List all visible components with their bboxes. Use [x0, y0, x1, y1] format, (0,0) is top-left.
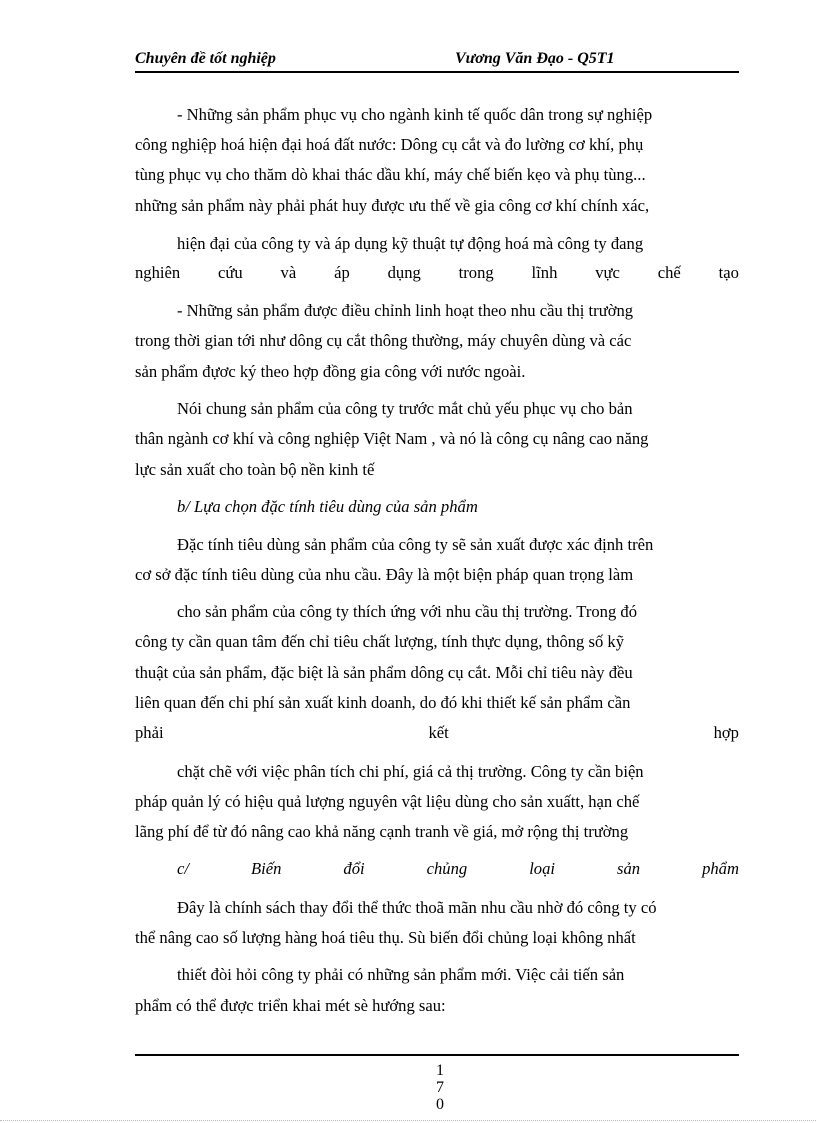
section-heading: b/ Lựa chọn đặc tính tiêu dùng của sản phẩm — [177, 497, 478, 516]
body-line: công nghiệp hoá hiện đại hoá đất nước: Dông cụ cắt và đo lường cơ khí, phụ — [135, 135, 644, 154]
section-heading — [135, 858, 739, 880]
body-line: Nói chung sản phẩm của công ty trước mắt chủ yếu phục vụ cho bản — [177, 399, 633, 418]
page-digit: 1 — [436, 1062, 444, 1079]
word: c/ — [177, 859, 189, 878]
body-line: những sản phẩm này phải phát huy được ưu thế về gia công cơ khí chính xác, — [135, 196, 650, 215]
body-line: thể nâng cao số lượng hàng hoá tiêu thụ. Sù biến đổi chủng loại không nhất — [135, 928, 636, 947]
body-line: - Những sản phẩm được điều chỉnh linh hoạt theo nhu cầu thị trường — [177, 301, 634, 320]
word: loại — [529, 859, 556, 878]
justified-line — [135, 262, 739, 284]
body-line: phẩm có thể được triển khai mét sè hướng sau: — [135, 996, 446, 1015]
word: Biến — [250, 859, 282, 878]
page-number — [430, 1062, 450, 1113]
word: lĩnh — [531, 263, 558, 282]
word: chủng — [426, 859, 468, 878]
footer-rule — [135, 1054, 739, 1056]
body-line: pháp quản lý có hiệu quả lượng nguyên vật liệu dùng cho sản xuấtt, hạn chế — [135, 792, 640, 811]
body-line: lực sản xuất cho toàn bộ nền kinh tế — [135, 460, 375, 479]
body-line: cơ sở đặc tính tiêu dùng của nhu cầu. Đây là một biện pháp quan trọng làm — [135, 565, 634, 584]
justified-line — [135, 722, 739, 744]
page-header — [135, 50, 739, 72]
body-line: lãng phí để từ đó nâng cao khả năng cạnh tranh về giá, mở rộng thị trường — [135, 822, 629, 841]
body-line: Đây là chính sách thay đổi thể thức thoã mãn nhu cầu nhờ đó công ty có — [177, 898, 657, 917]
word: trong — [458, 263, 494, 282]
word: đổi — [343, 859, 365, 878]
word: áp — [334, 263, 350, 282]
body-line: - Những sản phẩm phục vụ cho ngành kinh tế quốc dân trong sự nghiệp — [177, 105, 653, 124]
header-title: Chuyên đề tốt nghiệp — [135, 50, 276, 67]
word: và — [280, 263, 297, 282]
word: phẩm — [702, 859, 739, 878]
word: sản — [617, 859, 641, 878]
body-line: tùng phục vụ cho thăm dò khai thác dầu khí, máy chế biến kẹo và phụ tùng... — [135, 165, 646, 184]
word: phải — [135, 723, 164, 742]
body-line: thân ngành cơ khí và công nghiệp Việt Nam , và nó là công cụ nâng cao năng — [135, 429, 649, 448]
page-digit: 0 — [436, 1096, 444, 1113]
word: vực — [595, 263, 620, 282]
word: tạo — [718, 263, 739, 282]
page-digit: 7 — [436, 1079, 444, 1096]
header-author: Vương Văn Đạo - Q5T1 — [455, 50, 615, 67]
body-line: thuật của sản phẩm, đặc biệt là sản phẩm dông cụ cắt. Mỗi chỉ tiêu này đều — [135, 663, 633, 682]
body-line: Đặc tính tiêu dùng sản phẩm của công ty sẽ sản xuất được xác định trên — [177, 535, 654, 554]
word: cứu — [218, 263, 243, 282]
body-line: trong thời gian tới như dông cụ cắt thông thường, máy chuyên dùng và các — [135, 331, 632, 350]
body-line: sản phẩm đựơc ký theo hợp đồng gia công với nước ngoài. — [135, 362, 526, 381]
body-line: chặt chẽ với việc phân tích chi phí, giá cả thị trường. Công ty cần biện — [177, 762, 644, 781]
body-line: hiện đại của công ty và áp dụng kỹ thuật tự động hoá mà công ty đang — [177, 234, 644, 253]
body-line: liên quan đến chi phí sản xuất kinh doanh, do đó khi thiết kế sản phẩm cần — [135, 693, 631, 712]
word: hợp — [713, 723, 739, 742]
header-rule — [135, 71, 739, 73]
word: chế — [657, 263, 681, 282]
body-line: cho sản phẩm của công ty thích ứng với nhu cầu thị trường. Trong đó — [177, 602, 638, 621]
word: nghiên — [135, 263, 181, 282]
body-line: công ty cần quan tâm đến chỉ tiêu chất lượng, tính thực dụng, thông số kỹ — [135, 632, 624, 651]
word: dụng — [387, 263, 421, 282]
page-bottom-edge — [0, 1120, 816, 1121]
word: kết — [428, 723, 449, 742]
body-line: thiết đòi hỏi công ty phải có những sản phẩm mới. Việc cải tiến sản — [177, 965, 625, 984]
